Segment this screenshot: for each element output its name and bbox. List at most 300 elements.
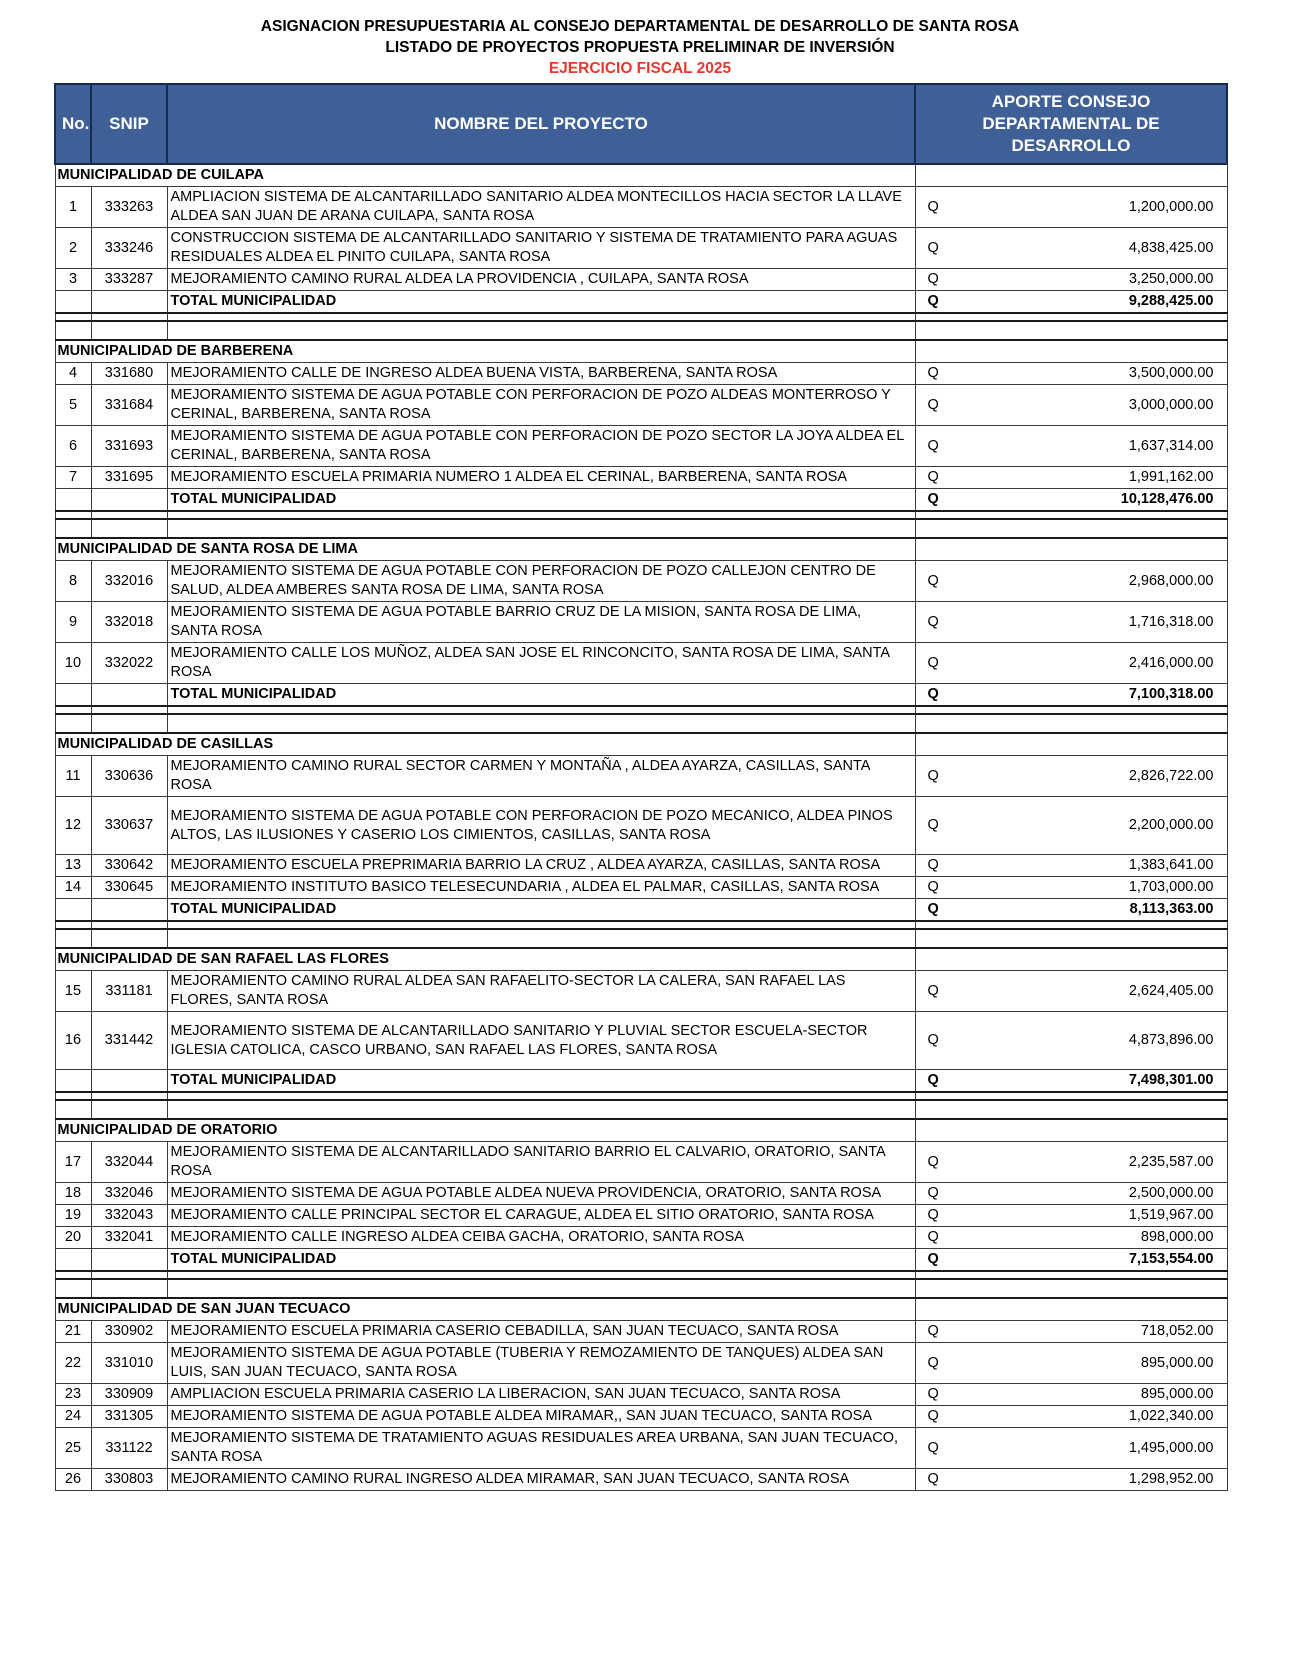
amount-value: 7,100,318.00 bbox=[1128, 686, 1214, 702]
spacer-row-thin bbox=[55, 921, 1227, 929]
municipality-name: MUNICIPALIDAD DE SANTA ROSA DE LIMA bbox=[55, 538, 915, 561]
project-row bbox=[55, 187, 1227, 228]
amount-value: 1,022,340.00 bbox=[1128, 1408, 1214, 1424]
spacer-cell bbox=[91, 921, 167, 929]
project-name-cell: MEJORAMIENTO CALLE INGRESO ALDEA CEIBA GACHA, ORATORIO, SANTA ROSA bbox=[167, 1227, 915, 1249]
document-header bbox=[54, 16, 1226, 79]
amount-value: 895,000.00 bbox=[1140, 1386, 1214, 1402]
currency-symbol: Q bbox=[927, 1323, 939, 1339]
currency-symbol: Q bbox=[927, 1032, 939, 1048]
spacer-cell bbox=[55, 714, 91, 733]
row-number-cell: 20 bbox=[55, 1227, 91, 1249]
row-number-cell: 4 bbox=[55, 363, 91, 385]
total-label: TOTAL MUNICIPALIDAD bbox=[167, 1070, 915, 1093]
snip-cell: 332046 bbox=[91, 1183, 167, 1205]
amount-cell bbox=[915, 426, 1227, 467]
total-amount-cell bbox=[915, 899, 1227, 922]
amount-value: 3,500,000.00 bbox=[1128, 365, 1214, 381]
total-empty-snip bbox=[91, 1249, 167, 1272]
amount-cell bbox=[915, 269, 1227, 291]
amount-value: 1,716,318.00 bbox=[1128, 613, 1214, 630]
spacer-cell bbox=[91, 1100, 167, 1119]
spacer-cell bbox=[55, 313, 91, 321]
currency-symbol: Q bbox=[927, 1386, 939, 1402]
municipality-name: MUNICIPALIDAD DE SAN RAFAEL LAS FLORES bbox=[55, 948, 915, 971]
amount-value: 2,416,000.00 bbox=[1128, 654, 1214, 671]
total-label: TOTAL MUNICIPALIDAD bbox=[167, 899, 915, 922]
amount-cell bbox=[915, 1406, 1227, 1428]
currency-symbol: Q bbox=[927, 1229, 939, 1245]
amount-value: 2,968,000.00 bbox=[1128, 572, 1214, 589]
snip-cell: 333263 bbox=[91, 187, 167, 228]
table-body bbox=[55, 164, 1227, 1491]
spacer-cell bbox=[915, 921, 1227, 929]
currency-symbol: Q bbox=[927, 982, 939, 999]
spacer-cell bbox=[915, 511, 1227, 519]
row-number-cell: 6 bbox=[55, 426, 91, 467]
total-amount-cell bbox=[915, 489, 1227, 512]
total-amount-cell bbox=[915, 1249, 1227, 1272]
amount-value: 895,000.00 bbox=[1140, 1354, 1214, 1371]
project-row bbox=[55, 1469, 1227, 1491]
municipality-row bbox=[55, 1298, 1227, 1321]
project-row bbox=[55, 561, 1227, 602]
amount-value: 2,200,000.00 bbox=[1128, 817, 1214, 833]
project-name-cell: MEJORAMIENTO SISTEMA DE AGUA POTABLE (TUBERIA Y REMOZAMIENTO DE TANQUES) ALDEA SAN LUIS, SAN JUAN TECUACO, SANTA ROSA bbox=[167, 1343, 915, 1384]
municipality-row bbox=[55, 164, 1227, 187]
currency-symbol: Q bbox=[927, 857, 939, 873]
spacer-cell bbox=[55, 921, 91, 929]
row-number-cell: 15 bbox=[55, 971, 91, 1012]
amount-cell bbox=[915, 187, 1227, 228]
project-name-cell: MEJORAMIENTO SISTEMA DE AGUA POTABLE CON PERFORACION DE POZO ALDEAS MONTERROSO Y CERINAL, BARBERENA, SANTA ROSA bbox=[167, 385, 915, 426]
project-row bbox=[55, 1183, 1227, 1205]
snip-cell: 330803 bbox=[91, 1469, 167, 1491]
amount-cell bbox=[915, 1205, 1227, 1227]
snip-cell: 330642 bbox=[91, 855, 167, 877]
snip-cell: 331684 bbox=[91, 385, 167, 426]
spacer-row bbox=[55, 519, 1227, 538]
municipality-name: MUNICIPALIDAD DE CASILLAS bbox=[55, 733, 915, 756]
currency-symbol: Q bbox=[927, 1354, 939, 1371]
amount-value: 718,052.00 bbox=[1140, 1323, 1214, 1339]
snip-cell: 332044 bbox=[91, 1142, 167, 1183]
row-number-cell: 12 bbox=[55, 797, 91, 855]
project-name-cell: MEJORAMIENTO SISTEMA DE TRATAMIENTO AGUAS RESIDUALES AREA URBANA, SAN JUAN TECUACO, SANTA ROSA bbox=[167, 1428, 915, 1469]
project-name-cell: MEJORAMIENTO CAMINO RURAL ALDEA LA PROVIDENCIA , CUILAPA, SANTA ROSA bbox=[167, 269, 915, 291]
project-name-cell: MEJORAMIENTO SISTEMA DE ALCANTARILLADO SANITARIO Y PLUVIAL SECTOR ESCUELA-SECTOR IGLESIA CATOLICA, CASCO URBANO, SAN RAFAEL LAS FLORES, SANTA ROSA bbox=[167, 1012, 915, 1070]
row-number-cell: 17 bbox=[55, 1142, 91, 1183]
total-empty-snip bbox=[91, 291, 167, 314]
project-name-cell: MEJORAMIENTO CAMINO RURAL SECTOR CARMEN Y MONTAÑA , ALDEA AYARZA, CASILLAS, SANTA ROSA bbox=[167, 756, 915, 797]
currency-symbol: Q bbox=[927, 293, 939, 309]
total-empty-snip bbox=[91, 489, 167, 512]
project-row bbox=[55, 1384, 1227, 1406]
project-row bbox=[55, 855, 1227, 877]
amount-value: 3,250,000.00 bbox=[1128, 271, 1214, 287]
snip-cell: 333246 bbox=[91, 228, 167, 269]
spacer-cell bbox=[91, 321, 167, 340]
total-label: TOTAL MUNICIPALIDAD bbox=[167, 489, 915, 512]
spacer-cell bbox=[915, 1100, 1227, 1119]
col-header-nombre: NOMBRE DEL PROYECTO bbox=[167, 84, 915, 164]
amount-value: 1,519,967.00 bbox=[1128, 1207, 1214, 1223]
currency-symbol: Q bbox=[927, 572, 939, 589]
currency-symbol: Q bbox=[927, 817, 939, 833]
total-label: TOTAL MUNICIPALIDAD bbox=[167, 1249, 915, 1272]
spacer-cell bbox=[167, 321, 915, 340]
amount-value: 7,153,554.00 bbox=[1128, 1251, 1214, 1267]
total-empty-no bbox=[55, 291, 91, 314]
row-number-cell: 9 bbox=[55, 602, 91, 643]
amount-value: 10,128,476.00 bbox=[1120, 491, 1214, 507]
project-name-cell: MEJORAMIENTO SISTEMA DE AGUA POTABLE BARRIO CRUZ DE LA MISION, SANTA ROSA DE LIMA, SANTA ROSA bbox=[167, 602, 915, 643]
currency-symbol: Q bbox=[927, 613, 939, 630]
project-row bbox=[55, 877, 1227, 899]
amount-value: 2,500,000.00 bbox=[1128, 1185, 1214, 1201]
amount-cell-empty bbox=[915, 1119, 1227, 1142]
row-number-cell: 19 bbox=[55, 1205, 91, 1227]
amount-value: 3,000,000.00 bbox=[1128, 396, 1214, 413]
amount-value: 898,000.00 bbox=[1140, 1229, 1214, 1245]
project-name-cell: MEJORAMIENTO SISTEMA DE ALCANTARILLADO SANITARIO BARRIO EL CALVARIO, ORATORIO, SANTA ROSA bbox=[167, 1142, 915, 1183]
project-row bbox=[55, 602, 1227, 643]
amount-value: 1,637,314.00 bbox=[1128, 437, 1214, 454]
project-row bbox=[55, 1343, 1227, 1384]
project-row bbox=[55, 797, 1227, 855]
amount-cell bbox=[915, 1469, 1227, 1491]
spacer-cell bbox=[167, 921, 915, 929]
amount-cell bbox=[915, 756, 1227, 797]
amount-cell bbox=[915, 1384, 1227, 1406]
amount-cell bbox=[915, 1227, 1227, 1249]
amount-value: 1,298,952.00 bbox=[1128, 1471, 1214, 1487]
row-number-cell: 2 bbox=[55, 228, 91, 269]
project-name-cell: MEJORAMIENTO CALLE PRINCIPAL SECTOR EL CARAGUE, ALDEA EL SITIO ORATORIO, SANTA ROSA bbox=[167, 1205, 915, 1227]
total-label: TOTAL MUNICIPALIDAD bbox=[167, 684, 915, 707]
municipality-row bbox=[55, 340, 1227, 363]
row-number-cell: 5 bbox=[55, 385, 91, 426]
row-number-cell: 11 bbox=[55, 756, 91, 797]
project-row bbox=[55, 385, 1227, 426]
spacer-row bbox=[55, 1279, 1227, 1298]
spacer-cell bbox=[91, 1092, 167, 1100]
project-name-cell: MEJORAMIENTO CAMINO RURAL INGRESO ALDEA MIRAMAR, SAN JUAN TECUACO, SANTA ROSA bbox=[167, 1469, 915, 1491]
amount-cell bbox=[915, 877, 1227, 899]
snip-cell: 330645 bbox=[91, 877, 167, 899]
spacer-cell bbox=[55, 1092, 91, 1100]
snip-cell: 330636 bbox=[91, 756, 167, 797]
municipality-row bbox=[55, 733, 1227, 756]
total-label: TOTAL MUNICIPALIDAD bbox=[167, 291, 915, 314]
currency-symbol: Q bbox=[927, 1408, 939, 1424]
amount-cell bbox=[915, 228, 1227, 269]
spacer-row-thin bbox=[55, 1271, 1227, 1279]
project-row bbox=[55, 1428, 1227, 1469]
spacer-cell bbox=[167, 714, 915, 733]
amount-cell-empty bbox=[915, 948, 1227, 971]
amount-value: 2,235,587.00 bbox=[1128, 1153, 1214, 1170]
row-number-cell: 8 bbox=[55, 561, 91, 602]
total-empty-no bbox=[55, 489, 91, 512]
project-name-cell: MEJORAMIENTO SISTEMA DE AGUA POTABLE CON PERFORACION DE POZO CALLEJON CENTRO DE SALUD, ALDEA AMBERES SANTA ROSA DE LIMA, SANTA ROSA bbox=[167, 561, 915, 602]
spacer-cell bbox=[91, 929, 167, 948]
spacer-cell bbox=[915, 1092, 1227, 1100]
amount-cell bbox=[915, 643, 1227, 684]
spacer-cell bbox=[91, 511, 167, 519]
spacer-cell bbox=[167, 313, 915, 321]
spacer-cell bbox=[915, 313, 1227, 321]
spacer-row bbox=[55, 321, 1227, 340]
project-name-cell: MEJORAMIENTO SISTEMA DE AGUA POTABLE ALDEA MIRAMAR,, SAN JUAN TECUACO, SANTA ROSA bbox=[167, 1406, 915, 1428]
currency-symbol: Q bbox=[927, 879, 939, 895]
spacer-cell bbox=[167, 519, 915, 538]
spacer-row-thin bbox=[55, 511, 1227, 519]
total-empty-no bbox=[55, 1070, 91, 1093]
currency-symbol: Q bbox=[927, 239, 939, 256]
currency-symbol: Q bbox=[927, 767, 939, 784]
amount-cell bbox=[915, 971, 1227, 1012]
project-row bbox=[55, 1142, 1227, 1183]
col-header-no: No. bbox=[55, 84, 91, 164]
spacer-cell bbox=[915, 706, 1227, 714]
spacer-cell bbox=[167, 929, 915, 948]
currency-symbol: Q bbox=[927, 437, 939, 454]
amount-cell bbox=[915, 1012, 1227, 1070]
spacer-cell bbox=[915, 1279, 1227, 1298]
spacer-cell bbox=[55, 706, 91, 714]
municipality-name: MUNICIPALIDAD DE SAN JUAN TECUACO bbox=[55, 1298, 915, 1321]
spacer-cell bbox=[915, 929, 1227, 948]
snip-cell: 332043 bbox=[91, 1205, 167, 1227]
total-row bbox=[55, 1070, 1227, 1093]
total-amount-cell bbox=[915, 291, 1227, 314]
spacer-cell bbox=[915, 1271, 1227, 1279]
spacer-cell bbox=[55, 1100, 91, 1119]
amount-cell bbox=[915, 855, 1227, 877]
spacer-cell bbox=[915, 714, 1227, 733]
amount-value: 7,498,301.00 bbox=[1128, 1072, 1214, 1088]
spacer-cell bbox=[91, 1279, 167, 1298]
spacer-cell bbox=[915, 321, 1227, 340]
snip-cell: 330902 bbox=[91, 1321, 167, 1343]
spacer-row-thin bbox=[55, 1092, 1227, 1100]
spacer-cell bbox=[91, 1271, 167, 1279]
snip-cell: 331442 bbox=[91, 1012, 167, 1070]
municipality-row bbox=[55, 948, 1227, 971]
spacer-cell bbox=[55, 321, 91, 340]
spacer-cell bbox=[55, 511, 91, 519]
project-name-cell: MEJORAMIENTO ESCUELA PREPRIMARIA BARRIO LA CRUZ , ALDEA AYARZA, CASILLAS, SANTA ROSA bbox=[167, 855, 915, 877]
project-row bbox=[55, 228, 1227, 269]
spacer-cell bbox=[167, 1100, 915, 1119]
col-header-aporte: APORTE CONSEJO DEPARTAMENTAL DE DESARROLLO bbox=[915, 84, 1227, 164]
spacer-cell bbox=[91, 706, 167, 714]
total-amount-cell bbox=[915, 1070, 1227, 1093]
amount-cell-empty bbox=[915, 538, 1227, 561]
spacer-cell bbox=[55, 519, 91, 538]
total-empty-no bbox=[55, 1249, 91, 1272]
snip-cell: 332016 bbox=[91, 561, 167, 602]
row-number-cell: 21 bbox=[55, 1321, 91, 1343]
project-name-cell: MEJORAMIENTO ESCUELA PRIMARIA NUMERO 1 ALDEA EL CERINAL, BARBERENA, SANTA ROSA bbox=[167, 467, 915, 489]
row-number-cell: 18 bbox=[55, 1183, 91, 1205]
currency-symbol: Q bbox=[927, 365, 939, 381]
row-number-cell: 14 bbox=[55, 877, 91, 899]
snip-cell: 331305 bbox=[91, 1406, 167, 1428]
amount-cell-empty bbox=[915, 733, 1227, 756]
project-name-cell: MEJORAMIENTO CAMINO RURAL ALDEA SAN RAFAELITO-SECTOR LA CALERA, SAN RAFAEL LAS FLORES, SANTA ROSA bbox=[167, 971, 915, 1012]
budget-table bbox=[54, 83, 1228, 1491]
amount-value: 8,113,363.00 bbox=[1129, 901, 1214, 917]
row-number-cell: 7 bbox=[55, 467, 91, 489]
spacer-cell bbox=[167, 1279, 915, 1298]
row-number-cell: 10 bbox=[55, 643, 91, 684]
amount-value: 1,383,641.00 bbox=[1128, 857, 1214, 873]
project-name-cell: MEJORAMIENTO CALLE DE INGRESO ALDEA BUENA VISTA, BARBERENA, SANTA ROSA bbox=[167, 363, 915, 385]
amount-cell bbox=[915, 363, 1227, 385]
table-header-row bbox=[55, 84, 1227, 164]
currency-symbol: Q bbox=[927, 1072, 939, 1088]
currency-symbol: Q bbox=[927, 1185, 939, 1201]
amount-value: 1,703,000.00 bbox=[1128, 879, 1214, 895]
project-row bbox=[55, 1205, 1227, 1227]
total-empty-snip bbox=[91, 1070, 167, 1093]
amount-cell bbox=[915, 602, 1227, 643]
project-row bbox=[55, 426, 1227, 467]
project-row bbox=[55, 467, 1227, 489]
total-empty-no bbox=[55, 684, 91, 707]
total-row bbox=[55, 1249, 1227, 1272]
snip-cell: 331680 bbox=[91, 363, 167, 385]
currency-symbol: Q bbox=[927, 396, 939, 413]
total-row bbox=[55, 291, 1227, 314]
spacer-cell bbox=[55, 929, 91, 948]
total-row bbox=[55, 899, 1227, 922]
spacer-cell bbox=[167, 706, 915, 714]
total-row bbox=[55, 489, 1227, 512]
spacer-cell bbox=[91, 519, 167, 538]
total-row bbox=[55, 684, 1227, 707]
amount-value: 2,826,722.00 bbox=[1128, 767, 1214, 784]
project-name-cell: MEJORAMIENTO INSTITUTO BASICO TELESECUNDARIA , ALDEA EL PALMAR, CASILLAS, SANTA ROSA bbox=[167, 877, 915, 899]
municipality-name: MUNICIPALIDAD DE BARBERENA bbox=[55, 340, 915, 363]
spacer-cell bbox=[55, 1271, 91, 1279]
amount-value: 2,624,405.00 bbox=[1128, 982, 1214, 999]
municipality-row bbox=[55, 538, 1227, 561]
currency-symbol: Q bbox=[927, 469, 939, 485]
currency-symbol: Q bbox=[927, 271, 939, 287]
spacer-cell bbox=[167, 1271, 915, 1279]
snip-cell: 331010 bbox=[91, 1343, 167, 1384]
total-empty-no bbox=[55, 899, 91, 922]
document-title-line2: LISTADO DE PROYECTOS PROPUESTA PRELIMINAR DE INVERSIÓN bbox=[385, 39, 895, 56]
row-number-cell: 1 bbox=[55, 187, 91, 228]
currency-symbol: Q bbox=[927, 1251, 939, 1267]
amount-cell-empty bbox=[915, 164, 1227, 187]
total-empty-snip bbox=[91, 684, 167, 707]
snip-cell: 330909 bbox=[91, 1384, 167, 1406]
spacer-cell bbox=[915, 519, 1227, 538]
currency-symbol: Q bbox=[927, 198, 939, 215]
amount-value: 1,991,162.00 bbox=[1128, 469, 1214, 485]
spacer-cell bbox=[55, 1279, 91, 1298]
row-number-cell: 22 bbox=[55, 1343, 91, 1384]
project-name-cell: MEJORAMIENTO SISTEMA DE AGUA POTABLE CON PERFORACION DE POZO MECANICO, ALDEA PINOS ALTOS, LAS ILUSIONES Y CASERIO LOS CIMIENTOS, CASILLAS, SANTA ROSA bbox=[167, 797, 915, 855]
amount-value: 4,873,896.00 bbox=[1128, 1032, 1214, 1048]
row-number-cell: 3 bbox=[55, 269, 91, 291]
amount-cell bbox=[915, 1183, 1227, 1205]
row-number-cell: 23 bbox=[55, 1384, 91, 1406]
project-row bbox=[55, 1321, 1227, 1343]
spacer-row bbox=[55, 929, 1227, 948]
amount-cell bbox=[915, 385, 1227, 426]
project-row bbox=[55, 1227, 1227, 1249]
amount-cell bbox=[915, 1142, 1227, 1183]
currency-symbol: Q bbox=[927, 1207, 939, 1223]
spacer-row-thin bbox=[55, 313, 1227, 321]
project-row bbox=[55, 363, 1227, 385]
currency-symbol: Q bbox=[927, 1471, 939, 1487]
row-number-cell: 16 bbox=[55, 1012, 91, 1070]
amount-cell bbox=[915, 797, 1227, 855]
snip-cell: 331693 bbox=[91, 426, 167, 467]
amount-value: 1,495,000.00 bbox=[1128, 1439, 1214, 1456]
project-row bbox=[55, 643, 1227, 684]
currency-symbol: Q bbox=[927, 901, 939, 917]
snip-cell: 331181 bbox=[91, 971, 167, 1012]
document-title-line1: ASIGNACION PRESUPUESTARIA AL CONSEJO DEPARTAMENTAL DE DESARROLLO DE SANTA ROSA bbox=[260, 18, 1020, 35]
spacer-cell bbox=[167, 1092, 915, 1100]
project-name-cell: MEJORAMIENTO ESCUELA PRIMARIA CASERIO CEBADILLA, SAN JUAN TECUACO, SANTA ROSA bbox=[167, 1321, 915, 1343]
row-number-cell: 13 bbox=[55, 855, 91, 877]
amount-cell bbox=[915, 467, 1227, 489]
spacer-row bbox=[55, 714, 1227, 733]
amount-value: 9,288,425.00 bbox=[1128, 293, 1214, 309]
col-header-snip: SNIP bbox=[91, 84, 167, 164]
spacer-cell bbox=[91, 714, 167, 733]
spacer-cell bbox=[91, 313, 167, 321]
project-name-cell: AMPLIACION ESCUELA PRIMARIA CASERIO LA LIBERACION, SAN JUAN TECUACO, SANTA ROSA bbox=[167, 1384, 915, 1406]
currency-symbol: Q bbox=[927, 686, 939, 702]
snip-cell: 333287 bbox=[91, 269, 167, 291]
snip-cell: 332018 bbox=[91, 602, 167, 643]
project-name-cell: CONSTRUCCION SISTEMA DE ALCANTARILLADO SANITARIO Y SISTEMA DE TRATAMIENTO PARA AGUAS RESIDUALES ALDEA EL PINITO CUILAPA, SANTA ROSA bbox=[167, 228, 915, 269]
amount-cell-empty bbox=[915, 340, 1227, 363]
row-number-cell: 25 bbox=[55, 1428, 91, 1469]
currency-symbol: Q bbox=[927, 1153, 939, 1170]
project-name-cell: MEJORAMIENTO CALLE LOS MUÑOZ, ALDEA SAN JOSE EL RINCONCITO, SANTA ROSA DE LIMA, SANTA ROSA bbox=[167, 643, 915, 684]
currency-symbol: Q bbox=[927, 1439, 939, 1456]
amount-cell bbox=[915, 1428, 1227, 1469]
project-name-cell: AMPLIACION SISTEMA DE ALCANTARILLADO SANITARIO ALDEA MONTECILLOS HACIA SECTOR LA LLAVE ALDEA SAN JUAN DE ARANA CUILAPA, SANTA ROSA bbox=[167, 187, 915, 228]
municipality-row bbox=[55, 1119, 1227, 1142]
spacer-row bbox=[55, 1100, 1227, 1119]
snip-cell: 332022 bbox=[91, 643, 167, 684]
project-row bbox=[55, 1406, 1227, 1428]
snip-cell: 332041 bbox=[91, 1227, 167, 1249]
amount-cell-empty bbox=[915, 1298, 1227, 1321]
spacer-cell bbox=[167, 511, 915, 519]
project-row bbox=[55, 971, 1227, 1012]
row-number-cell: 24 bbox=[55, 1406, 91, 1428]
project-name-cell: MEJORAMIENTO SISTEMA DE AGUA POTABLE ALDEA NUEVA PROVIDENCIA, ORATORIO, SANTA ROSA bbox=[167, 1183, 915, 1205]
municipality-name: MUNICIPALIDAD DE CUILAPA bbox=[55, 164, 915, 187]
currency-symbol: Q bbox=[927, 654, 939, 671]
amount-cell bbox=[915, 1321, 1227, 1343]
spacer-row-thin bbox=[55, 706, 1227, 714]
currency-symbol: Q bbox=[927, 491, 939, 507]
